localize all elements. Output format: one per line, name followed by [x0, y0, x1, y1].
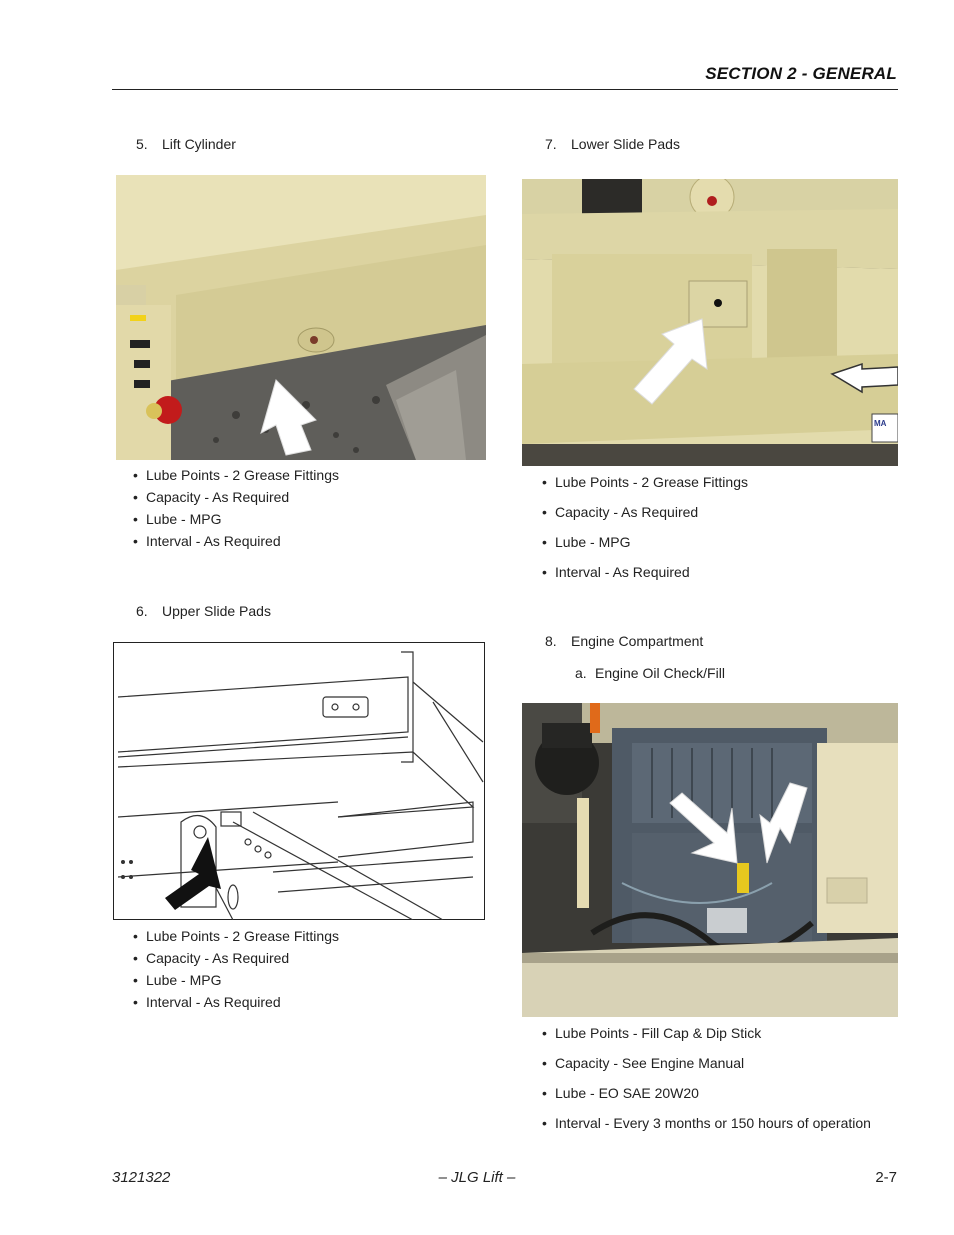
bullet-item: • Capacity - As Required — [542, 504, 748, 520]
item-5-bullets — [133, 467, 339, 549]
bullet-item: • Lube Points - 2 Grease Fittings — [133, 928, 339, 944]
item-6-title — [136, 603, 271, 619]
bullet-item: • Lube Points - 2 Grease Fittings — [542, 474, 748, 490]
doc-number: 3121322 — [112, 1169, 171, 1186]
item-number: 7. — [545, 136, 557, 152]
lift-cylinder-photo — [116, 175, 486, 460]
bullet-item: • Interval - As Required — [542, 564, 748, 580]
item-label: Lift Cylinder — [162, 136, 236, 152]
item-label: Lower Slide Pads — [571, 136, 680, 152]
item-number: 6. — [136, 603, 148, 619]
bullet-item: • Interval - As Required — [133, 533, 339, 549]
bullet-item: • Interval - Every 3 months or 150 hours of operation — [542, 1115, 871, 1131]
engine-compartment-photo — [522, 703, 898, 1017]
lower-slide-pads-photo — [522, 179, 898, 466]
item-label: Upper Slide Pads — [162, 603, 271, 619]
sub-item-label: Engine Oil Check/Fill — [595, 665, 725, 681]
item-8-bullets — [542, 1025, 871, 1131]
svg-text:MA: MA — [874, 419, 887, 428]
bullet-item: • Capacity - See Engine Manual — [542, 1055, 871, 1071]
bullet-item: • Interval - As Required — [133, 994, 339, 1010]
item-8-title — [545, 633, 703, 649]
bullet-item: • Lube Points - Fill Cap & Dip Stick — [542, 1025, 871, 1041]
section-title: SECTION 2 - GENERAL — [705, 64, 897, 83]
item-label: Engine Compartment — [571, 633, 704, 649]
bullet-item: • Capacity - As Required — [133, 950, 339, 966]
item-7-title — [545, 136, 680, 152]
bullet-item: • Lube - EO SAE 20W20 — [542, 1085, 871, 1101]
upper-slide-pads-diagram — [113, 642, 485, 920]
bullet-item: • Capacity - As Required — [133, 489, 339, 505]
bullet-item: • Lube - MPG — [542, 534, 748, 550]
sub-item-number: a. — [575, 665, 587, 681]
bullet-item: • Lube - MPG — [133, 511, 339, 527]
bullet-item: • Lube - MPG — [133, 972, 339, 988]
footer-center: – JLG Lift – — [438, 1169, 516, 1186]
header-rule — [112, 89, 898, 90]
item-number: 5. — [136, 136, 148, 152]
page-number: 2-7 — [875, 1169, 897, 1186]
item-number: 8. — [545, 633, 557, 649]
item-5-title — [136, 136, 236, 152]
item-8a-subtitle — [575, 665, 725, 681]
item-6-bullets — [133, 928, 339, 1010]
bullet-item: • Lube Points - 2 Grease Fittings — [133, 467, 339, 483]
item-7-bullets — [542, 474, 748, 580]
